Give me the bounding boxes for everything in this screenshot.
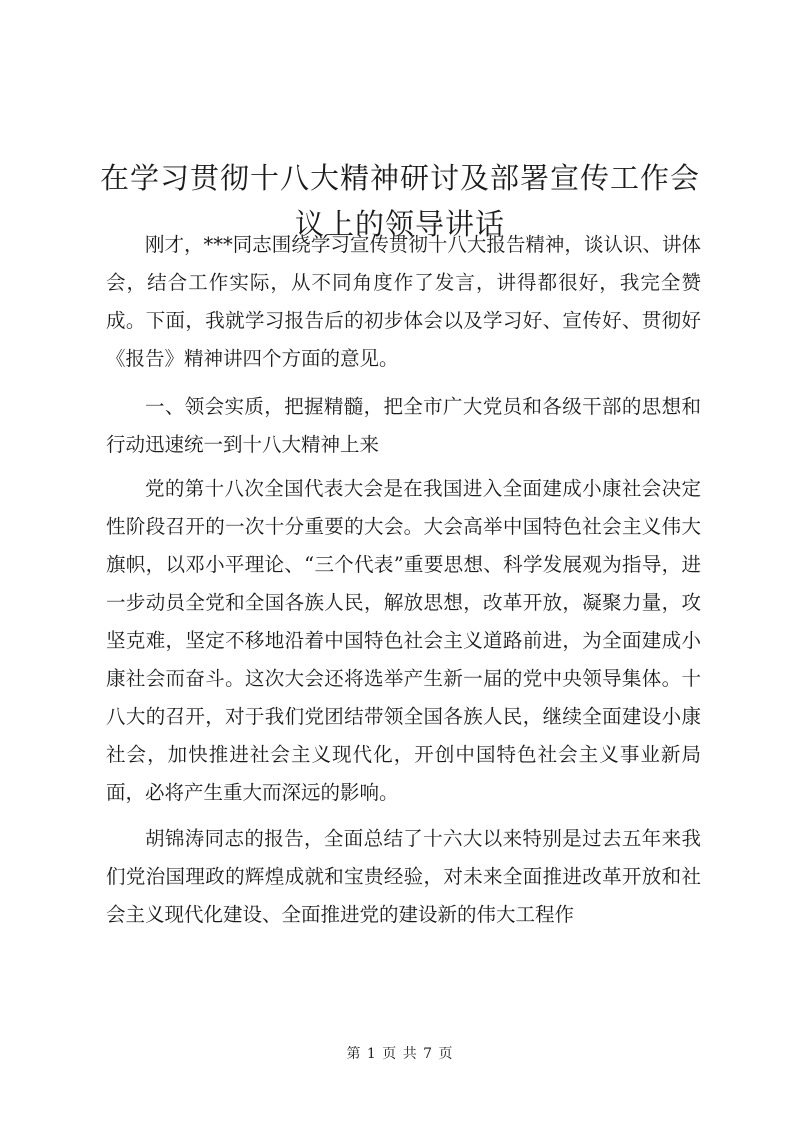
document-body xyxy=(106,226,701,934)
page-indicator: 第 1 页 共 7 页 xyxy=(346,1046,454,1062)
title-line-1: 在学习贯彻十八大精神研讨及部署宣传工作会 xyxy=(99,161,700,196)
paragraph-section-heading-1: 一、领会实质，把握精髓，把全市广大党员和各级干部的思想和行动迅速统一到十八大精神上来 xyxy=(106,395,701,456)
paragraph-opening: 刚才，***同志围绕学习宣传贯彻十八大报告精神，谈认识、讲体会，结合工作实际，从不同角度作了发言，讲得都很好，我完全赞成。下面，我就学习报告后的初步体会以及学习好、宣传好、贯彻好《报告》精神讲四个方面的意见。 xyxy=(106,233,701,370)
title-line-2: 议上的领导讲话 xyxy=(294,207,505,242)
paragraph-report-summary: 胡锦涛同志的报告，全面总结了十六大以来特别是过去五年来我们党治国理政的辉煌成就和宝贵经验，对未来全面推进改革开放和社会主义现代化建设、全面推进党的建设新的伟大工程作 xyxy=(106,827,701,926)
paragraph-congress-significance: 党的第十八次全国代表大会是在我国进入全面建成小康社会决定性阶段召开的一次十分重要的大会。大会高举中国特色社会主义伟大旗帜，以邓小平理论、“三个代表”重要思想、科学发展观为指导，进一步动员全党和全国各族人民，解放思想，改革开放，凝聚力量，攻坚克难，坚定不移地沿着中国特色社会主义道路前进，为全面建成小康社会而奋斗。这次大会还将选举产生新一届的党中央领导集体。十八大的召开，对于我们党团结带领全国各族人民，继续全面建设小康社会，加快推进社会主义现代化，开创中国特色社会主义事业新局面，必将产生重大而深远的影响。 xyxy=(106,477,701,804)
